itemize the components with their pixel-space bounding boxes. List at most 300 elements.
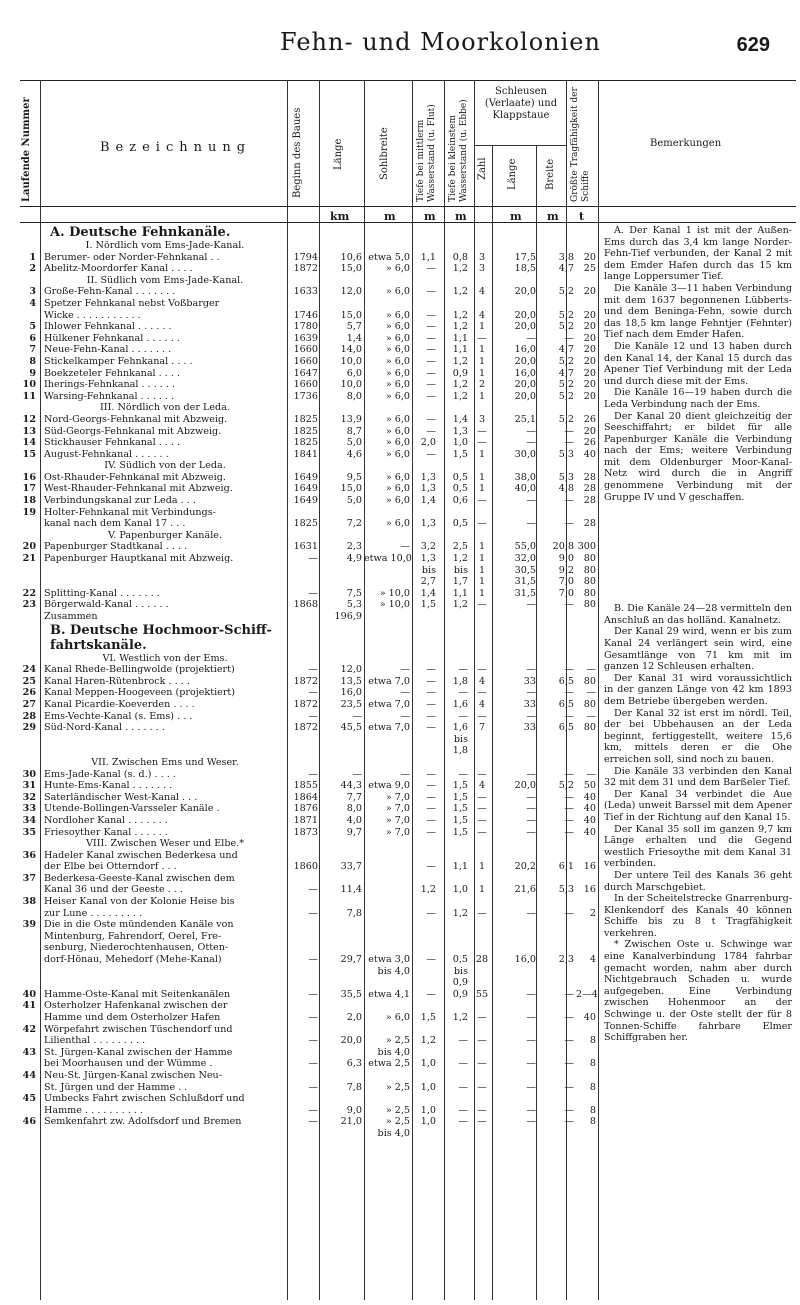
remark-paragraph: In der Scheitelstrecke Gnarrenburg-Klenkendorf des Kanals 40 können Schiffe bis zu 8 t Tragfähigkeit verkehren. bbox=[604, 893, 792, 939]
canal-name: dorf-Hönau, Mehedorf (Mehe-Kanal) bbox=[44, 954, 222, 966]
canal-name: Neue-Fehn-Kanal . . . . . . . bbox=[44, 344, 172, 356]
lock-count-cell: 4 bbox=[478, 286, 486, 298]
depth-mean-cell: — bbox=[426, 263, 436, 275]
lock-length-cell: — bbox=[526, 791, 536, 803]
table-row bbox=[20, 507, 596, 519]
bottom-width-cell: — bbox=[400, 541, 410, 553]
lock-length-cell: 16,0 bbox=[514, 367, 536, 379]
unit-t2: m bbox=[455, 210, 467, 223]
lock-width-cell: 7,0 bbox=[558, 576, 574, 588]
canal-name: Ems-Vechte-Kanal (s. Ems) . . . bbox=[44, 710, 193, 722]
length-cell: 45,5 bbox=[340, 722, 362, 734]
table-row bbox=[20, 472, 596, 484]
bottom-width-cell: » 6,0 bbox=[385, 495, 410, 507]
lock-width-cell: — bbox=[564, 1081, 574, 1093]
year-cell: 1841 bbox=[293, 448, 318, 460]
depth-min-cell: 1,8 bbox=[452, 745, 468, 757]
row-number: 5 bbox=[29, 321, 36, 333]
depth-mean-cell: 1,4 bbox=[420, 495, 436, 507]
table-row bbox=[20, 699, 596, 711]
depth-mean-cell: 1,0 bbox=[420, 1104, 436, 1116]
depth-mean-cell: 1,2 bbox=[420, 1035, 436, 1047]
bottom-width-cell: etwa 2,5 bbox=[368, 1058, 410, 1070]
year-cell: 1631 bbox=[293, 541, 318, 553]
lock-length-cell: 20,0 bbox=[514, 286, 536, 298]
table-row bbox=[20, 344, 596, 356]
length-cell: 4,6 bbox=[346, 448, 362, 460]
bottom-width-cell: » 6,0 bbox=[385, 471, 410, 483]
depth-mean-cell: — bbox=[426, 344, 436, 356]
lock-length-cell: — bbox=[526, 1035, 536, 1047]
lock-count-cell: — bbox=[477, 814, 487, 826]
depth-min-cell: 1,2 bbox=[452, 355, 468, 367]
lock-count-cell: — bbox=[477, 518, 487, 530]
year-cell: 1871 bbox=[293, 814, 318, 826]
length-cell: 21,0 bbox=[340, 1116, 362, 1128]
depth-mean-cell: — bbox=[426, 710, 436, 722]
lock-width-cell: 20,8 bbox=[552, 541, 574, 553]
table-row bbox=[20, 1105, 596, 1117]
year-cell: — bbox=[308, 664, 318, 676]
lock-length-cell: 30,5 bbox=[514, 564, 536, 576]
col-header-beginn: Beginn des Baues bbox=[292, 107, 303, 198]
depth-min-cell: 1,5 bbox=[452, 780, 468, 792]
section-heading: fahrtskanäle. bbox=[50, 637, 147, 653]
col-header-trag: Größte Tragfähigkeit der Schiffe bbox=[570, 87, 591, 202]
lock-width-cell: — bbox=[564, 518, 574, 530]
length-cell: 4,0 bbox=[346, 814, 362, 826]
depth-mean-cell: 3,2 bbox=[420, 541, 436, 553]
depth-mean-cell: — bbox=[426, 988, 436, 1000]
canal-name: Hadeler Kanal zwischen Bederkesa und bbox=[44, 849, 238, 861]
capacity-cell: 16 bbox=[583, 884, 596, 896]
table-row bbox=[20, 664, 596, 676]
depth-mean-cell: — bbox=[426, 321, 436, 333]
lock-width-cell: — bbox=[564, 1058, 574, 1070]
length-cell: 1,4 bbox=[346, 332, 362, 344]
lock-width-cell: — bbox=[564, 1035, 574, 1047]
table-row bbox=[20, 379, 596, 391]
unit-trag: t bbox=[579, 210, 585, 223]
lock-width-cell: 7,0 bbox=[558, 587, 574, 599]
lock-count-cell: 1 bbox=[478, 344, 486, 356]
lock-count-cell: — bbox=[477, 791, 487, 803]
depth-min-cell: bis bbox=[453, 965, 468, 977]
year-cell: 1633 bbox=[293, 286, 318, 298]
table-row bbox=[20, 576, 596, 588]
lock-width-cell: 9,0 bbox=[558, 553, 574, 565]
capacity-cell: — bbox=[586, 687, 596, 699]
bottom-width-cell: etwa 4,1 bbox=[368, 988, 410, 1000]
canal-name: Hunte-Ems-Kanal . . . . . . . bbox=[44, 780, 173, 792]
lock-width-cell: — bbox=[564, 710, 574, 722]
depth-min-cell: 0,9 bbox=[452, 988, 468, 1000]
year-cell: 1876 bbox=[293, 803, 318, 815]
lock-length-cell: — bbox=[526, 518, 536, 530]
lock-count-cell: 4 bbox=[478, 675, 486, 687]
year-cell: 1825 bbox=[293, 413, 318, 425]
depth-mean-cell: — bbox=[426, 448, 436, 460]
depth-min-cell: 0,5 bbox=[452, 471, 468, 483]
canal-name: Heiser Kanal von der Kolonie Heise bis bbox=[44, 896, 235, 908]
lock-count-cell: — bbox=[477, 495, 487, 507]
lock-count-cell: 28 bbox=[475, 954, 489, 966]
lock-length-cell: 30,0 bbox=[514, 448, 536, 460]
length-cell: 9,7 bbox=[346, 826, 362, 838]
depth-mean-cell: — bbox=[426, 954, 436, 966]
depth-mean-cell: 1,3 bbox=[420, 483, 436, 495]
table-row bbox=[20, 333, 596, 345]
lock-length-cell: — bbox=[526, 687, 536, 699]
capacity-cell: 80 bbox=[583, 722, 596, 734]
row-number: 28 bbox=[22, 710, 36, 722]
capacity-cell: — bbox=[586, 664, 596, 676]
unit-sl: m bbox=[510, 210, 522, 223]
lock-length-cell: 38,0 bbox=[514, 471, 536, 483]
capacity-cell: 2 bbox=[589, 907, 596, 919]
canal-name: Bederkesa-Geeste-Kanal zwischen dem bbox=[44, 872, 235, 884]
depth-mean-cell: 1,1 bbox=[420, 251, 436, 263]
lock-count-cell: — bbox=[477, 826, 487, 838]
bottom-width-cell: » 6,0 bbox=[385, 286, 410, 298]
year-cell: — bbox=[308, 884, 318, 896]
lock-count-cell: 3 bbox=[478, 263, 486, 275]
length-cell: 2,0 bbox=[346, 1012, 362, 1023]
table-row bbox=[20, 449, 596, 461]
table-row bbox=[20, 884, 596, 896]
lock-count-cell: 1 bbox=[478, 541, 486, 553]
depth-min-cell: 2,5 bbox=[452, 541, 468, 553]
capacity-cell: 28 bbox=[583, 495, 596, 507]
lock-count-cell: 1 bbox=[478, 355, 486, 367]
canal-name: Große-Fehn-Kanal . . . . . . . bbox=[44, 286, 176, 298]
length-cell: 20,0 bbox=[340, 1035, 362, 1047]
table-row bbox=[20, 792, 596, 804]
lock-width-cell: — bbox=[564, 826, 574, 838]
lock-count-cell: — bbox=[477, 664, 487, 676]
remark-paragraph: B. Die Kanäle 24—28 vermitteln den Anschluß an das holländ. Kanalnetz. bbox=[604, 603, 792, 626]
depth-mean-cell: 2,7 bbox=[420, 576, 436, 588]
lock-count-cell: — bbox=[477, 803, 487, 815]
col-header-laenge: Länge bbox=[333, 138, 344, 170]
depth-min-cell: 1,5 bbox=[452, 814, 468, 826]
subsection-heading: VII. Zwischen Ems und Weser. bbox=[91, 756, 239, 768]
length-cell: 10,6 bbox=[340, 251, 362, 263]
lock-width-cell: — bbox=[564, 791, 574, 803]
table-row bbox=[20, 850, 596, 862]
capacity-cell: 80 bbox=[583, 599, 596, 611]
capacity-cell: 40 bbox=[583, 1012, 596, 1023]
depth-min-cell: 1,7 bbox=[452, 576, 468, 588]
canal-name: St. Jürgen-Kanal zwischen der Hamme bbox=[44, 1046, 233, 1058]
length-cell: 12,0 bbox=[340, 664, 362, 676]
table-body bbox=[20, 225, 596, 1140]
row-number: 40 bbox=[22, 988, 36, 1000]
capacity-cell: 80 bbox=[583, 698, 596, 710]
lock-count-cell: — bbox=[477, 1035, 487, 1047]
depth-mean-cell: — bbox=[426, 814, 436, 826]
depth-min-cell: bis bbox=[453, 733, 468, 745]
capacity-cell: 20 bbox=[583, 425, 596, 437]
year-cell: 1660 bbox=[293, 344, 318, 356]
lock-length-cell: 31,5 bbox=[514, 587, 536, 599]
table-row bbox=[20, 638, 596, 653]
length-cell: 7,8 bbox=[346, 907, 362, 919]
capacity-cell: 20 bbox=[583, 344, 596, 356]
lock-length-cell: — bbox=[526, 1012, 536, 1023]
year-cell: 1872 bbox=[293, 722, 318, 734]
row-number: 29 bbox=[22, 722, 36, 734]
lock-width-cell: 5,2 bbox=[558, 780, 574, 792]
table-row bbox=[20, 426, 596, 438]
lock-count-cell: 1 bbox=[478, 587, 486, 599]
lock-width-cell: — bbox=[564, 437, 574, 449]
lock-length-cell: 33 bbox=[523, 722, 536, 734]
depth-min-cell: 1,2 bbox=[452, 599, 468, 611]
row-number: 13 bbox=[22, 425, 36, 437]
lock-count-cell: — bbox=[477, 710, 487, 722]
year-cell: 1825 bbox=[293, 437, 318, 449]
canal-name: Splitting-Kanal . . . . . . . bbox=[44, 587, 160, 599]
length-cell: 6,0 bbox=[346, 367, 362, 379]
length-cell: 5,7 bbox=[346, 321, 362, 333]
lock-count-cell: 1 bbox=[478, 553, 486, 565]
depth-min-cell: 1,2 bbox=[452, 286, 468, 298]
table-row bbox=[20, 653, 596, 665]
table-row bbox=[20, 321, 596, 333]
subsection-heading: IV. Südlich von der Leda. bbox=[104, 460, 226, 472]
row-number: 4 bbox=[29, 297, 36, 309]
depth-mean-cell: — bbox=[426, 413, 436, 425]
canal-name: St. Jürgen und der Hamme . . bbox=[44, 1081, 188, 1093]
row-number: 33 bbox=[22, 803, 36, 815]
depth-min-cell: — bbox=[458, 768, 468, 780]
year-cell: 1649 bbox=[293, 483, 318, 495]
table-row bbox=[20, 815, 596, 827]
table-row bbox=[20, 954, 596, 966]
lock-length-cell: — bbox=[526, 988, 536, 1000]
col-header-bem: Bemerkungen bbox=[650, 138, 722, 149]
depth-min-cell: 1,5 bbox=[452, 791, 468, 803]
year-cell: 1855 bbox=[293, 780, 318, 792]
row-number: 24 bbox=[22, 664, 36, 676]
lock-length-cell: — bbox=[526, 1058, 536, 1070]
table-row bbox=[20, 495, 596, 507]
canal-name: Hamme . . . . . . . . . . bbox=[44, 1104, 143, 1116]
row-number: 1 bbox=[29, 251, 36, 263]
depth-mean-cell: — bbox=[426, 675, 436, 687]
length-cell: 8,0 bbox=[346, 390, 362, 402]
canal-name: Wörpefahrt zwischen Tüschendorf und bbox=[44, 1023, 233, 1035]
depth-mean-cell: 1,0 bbox=[420, 1058, 436, 1070]
length-cell: 15,0 bbox=[340, 309, 362, 321]
year-cell: 1794 bbox=[293, 251, 318, 263]
lock-count-cell: — bbox=[477, 437, 487, 449]
table-row bbox=[20, 240, 596, 252]
year-cell: 1864 bbox=[293, 791, 318, 803]
year-cell: — bbox=[308, 587, 318, 599]
remark-paragraph: Der Kanal 35 soll im ganzen 9,7 km Länge erhalten und die Gegend westlich Friesoythe mit dem Kanal 31 verbinden. bbox=[604, 823, 792, 870]
row-number: 23 bbox=[22, 599, 36, 611]
canal-name: Saterländischer West-Kanal . . . bbox=[44, 791, 198, 803]
length-cell: 4,9 bbox=[346, 553, 362, 565]
bottom-width-cell: bis 4,0 bbox=[377, 965, 410, 977]
depth-min-cell: — bbox=[458, 710, 468, 722]
canal-name: Hamme-Oste-Kanal mit Seitenkanälen bbox=[44, 988, 231, 1000]
length-cell: 10,0 bbox=[340, 379, 362, 391]
lock-width-cell: 5,2 bbox=[558, 309, 574, 321]
canal-name: August-Fehnkanal . . . . . . bbox=[44, 448, 169, 460]
length-cell: 5,3 bbox=[346, 599, 362, 611]
bottom-width-cell: etwa 7,0 bbox=[368, 722, 410, 734]
lock-width-cell: 5,2 bbox=[558, 390, 574, 402]
table-row bbox=[20, 942, 596, 954]
lock-width-cell: 5,3 bbox=[558, 884, 574, 896]
length-cell: 12,0 bbox=[340, 286, 362, 298]
lock-width-cell: 6,5 bbox=[558, 675, 574, 687]
lock-length-cell: 20,0 bbox=[514, 379, 536, 391]
capacity-cell: 40 bbox=[583, 814, 596, 826]
lock-length-cell: — bbox=[526, 599, 536, 611]
depth-min-cell: 1,5 bbox=[452, 448, 468, 460]
remark-paragraph: Der Kanal 29 wird, wenn er bis zum Kanal 24 verlängert sein wird, eine Gesamtlänge von 71 km mit im ganzen 12 Schleusen erhalten. bbox=[604, 626, 792, 673]
canal-name: Kanal Rhede-Bellingwolde (projektiert) bbox=[44, 664, 235, 676]
subsection-heading: VI. Westlich von der Ems. bbox=[102, 652, 228, 664]
remark-paragraph: Die Kanäle 3—11 haben Verbindung mit dem 1637 begonnenen Lübberts- und dem Beninga-Fehn, sowie durch das 18,5 km lange Fehntjer (Fehnter) Tief nach dem Emder Hafen. bbox=[604, 282, 792, 341]
bottom-width-cell: » 6,0 bbox=[385, 390, 410, 402]
year-cell: — bbox=[308, 1104, 318, 1116]
length-cell: 23,5 bbox=[340, 698, 362, 710]
lock-count-cell: — bbox=[477, 907, 487, 919]
subsection-heading: V. Papenburger Kanäle. bbox=[107, 529, 223, 541]
canal-name: Stickhauser Fehnkanal . . . . bbox=[44, 437, 181, 449]
bottom-width-cell: — bbox=[400, 768, 410, 780]
depth-mean-cell: — bbox=[426, 861, 436, 873]
depth-min-cell: 1,5 bbox=[452, 826, 468, 838]
lock-count-cell: 1 bbox=[478, 321, 486, 333]
year-cell: — bbox=[308, 553, 318, 565]
canal-name: Ihlower Fehnkanal . . . . . . bbox=[44, 321, 172, 333]
lock-length-cell: — bbox=[526, 1081, 536, 1093]
length-cell: 16,0 bbox=[340, 687, 362, 699]
bottom-width-cell: » 6,0 bbox=[385, 309, 410, 321]
length-cell: 13,9 bbox=[340, 413, 362, 425]
capacity-cell: 28 bbox=[583, 518, 596, 530]
capacity-cell: 8 bbox=[589, 1058, 596, 1070]
capacity-cell: 80 bbox=[583, 675, 596, 687]
lock-count-cell: 1 bbox=[478, 471, 486, 483]
year-cell: 1872 bbox=[293, 698, 318, 710]
length-cell: 9,0 bbox=[346, 1104, 362, 1116]
lock-length-cell: 31,5 bbox=[514, 576, 536, 588]
lock-width-cell: 5,2 bbox=[558, 379, 574, 391]
canal-name: Kanal Meppen-Hoogeveen (projektiert) bbox=[44, 687, 236, 699]
table-row bbox=[20, 599, 596, 611]
table-row bbox=[20, 225, 596, 240]
canal-name: Friesoyther Kanal . . . . . . bbox=[44, 826, 168, 838]
lock-width-cell: — bbox=[564, 664, 574, 676]
year-cell: 1873 bbox=[293, 826, 318, 838]
canal-name: Ost-Rhauder-Fehnkanal mit Abzweig. bbox=[44, 471, 226, 483]
depth-mean-cell: 1,3 bbox=[420, 518, 436, 530]
lock-length-cell: 20,0 bbox=[514, 321, 536, 333]
lock-length-cell: — bbox=[526, 332, 536, 344]
bottom-width-cell: » 6,0 bbox=[385, 379, 410, 391]
capacity-cell: 20 bbox=[583, 390, 596, 402]
lock-count-cell: 4 bbox=[478, 309, 486, 321]
table-row bbox=[20, 553, 596, 565]
bottom-width-cell: » 6,0 bbox=[385, 367, 410, 379]
col-header-bez: Bezeichnung bbox=[100, 140, 252, 155]
remark-paragraph: A. Der Kanal 1 ist mit der Außen-Ems durch das 3,4 km lange Norder-Fehn-Tief verbunden, der Kanal 2 mit dem Emder Hafen durch das 15 km lange Loppersumer Tief. bbox=[604, 225, 792, 283]
canal-name: Papenburger Hauptkanal mit Abzweig. bbox=[44, 553, 234, 565]
capacity-cell: 80 bbox=[583, 553, 596, 565]
canal-name: Neu-St. Jürgen-Kanal zwischen Neu- bbox=[44, 1069, 222, 1081]
length-cell: 10,0 bbox=[340, 355, 362, 367]
row-number: 34 bbox=[22, 814, 36, 826]
table-row bbox=[20, 1116, 596, 1128]
row-number: 21 bbox=[22, 553, 36, 565]
subsection-heading: III. Nördlich von der Leda. bbox=[100, 402, 230, 414]
table-row bbox=[20, 298, 596, 310]
bottom-width-cell: etwa 5,0 bbox=[368, 251, 410, 263]
depth-min-cell: 1,1 bbox=[452, 587, 468, 599]
lock-count-cell: 1 bbox=[478, 448, 486, 460]
unit-br: m bbox=[547, 210, 559, 223]
canal-name: Verbindungskanal zur Leda . . . bbox=[44, 495, 196, 507]
row-number: 25 bbox=[22, 675, 36, 687]
remark-paragraph: Der Kanal 31 wird voraussichtlich in der ganzen Länge von 42 km 1893 dem Betriebe übergeben werden. bbox=[604, 672, 792, 707]
bottom-width-cell: » 7,0 bbox=[385, 814, 410, 826]
table-row bbox=[20, 565, 596, 577]
year-cell: 1647 bbox=[293, 367, 318, 379]
capacity-cell: 50 bbox=[583, 780, 596, 792]
depth-mean-cell: — bbox=[426, 780, 436, 792]
lock-length-cell: 33 bbox=[523, 698, 536, 710]
year-cell: — bbox=[308, 687, 318, 699]
bottom-width-cell: » 7,0 bbox=[385, 791, 410, 803]
bottom-width-cell: bis 4,0 bbox=[377, 1046, 410, 1058]
col-header-lfd: Laufende Nummer bbox=[21, 97, 32, 202]
year-cell: 1649 bbox=[293, 495, 318, 507]
remark-paragraph: Die Kanäle 33 verbinden den Kanal 32 mit dem 31 und dem Barßeler Tief. bbox=[604, 765, 792, 789]
bottom-width-cell: — bbox=[400, 664, 410, 676]
year-cell: 1872 bbox=[293, 263, 318, 275]
year-cell: — bbox=[308, 907, 318, 919]
canal-name: Börgerwald-Kanal . . . . . . bbox=[44, 599, 169, 611]
lock-width-cell: — bbox=[564, 988, 574, 1000]
canal-name: Süd-Georgs-Fehnkanal mit Abzweig. bbox=[44, 425, 222, 437]
canal-name: Ems-Jade-Kanal (s. d.) . . . . bbox=[44, 768, 176, 780]
bottom-width-cell: » 2,5 bbox=[385, 1104, 410, 1116]
lock-count-cell: 1 bbox=[478, 390, 486, 402]
table-row bbox=[20, 722, 596, 734]
year-cell: 1825 bbox=[293, 518, 318, 530]
lock-width-cell: — bbox=[564, 907, 574, 919]
depth-min-cell: 1,3 bbox=[452, 425, 468, 437]
canal-name: Hamme und dem Osterholzer Hafen bbox=[44, 1012, 221, 1023]
bottom-width-cell: » 6,0 bbox=[385, 355, 410, 367]
capacity-cell: 80 bbox=[583, 587, 596, 599]
row-number: 41 bbox=[22, 1000, 36, 1012]
canal-name: Hülkener Fehnkanal . . . . . . bbox=[44, 332, 180, 344]
lock-length-cell: — bbox=[526, 814, 536, 826]
depth-min-cell: — bbox=[458, 1081, 468, 1093]
table-row bbox=[20, 1082, 596, 1094]
depth-min-cell: — bbox=[458, 1035, 468, 1047]
depth-min-cell: 1,0 bbox=[452, 884, 468, 896]
year-cell: — bbox=[308, 954, 318, 966]
